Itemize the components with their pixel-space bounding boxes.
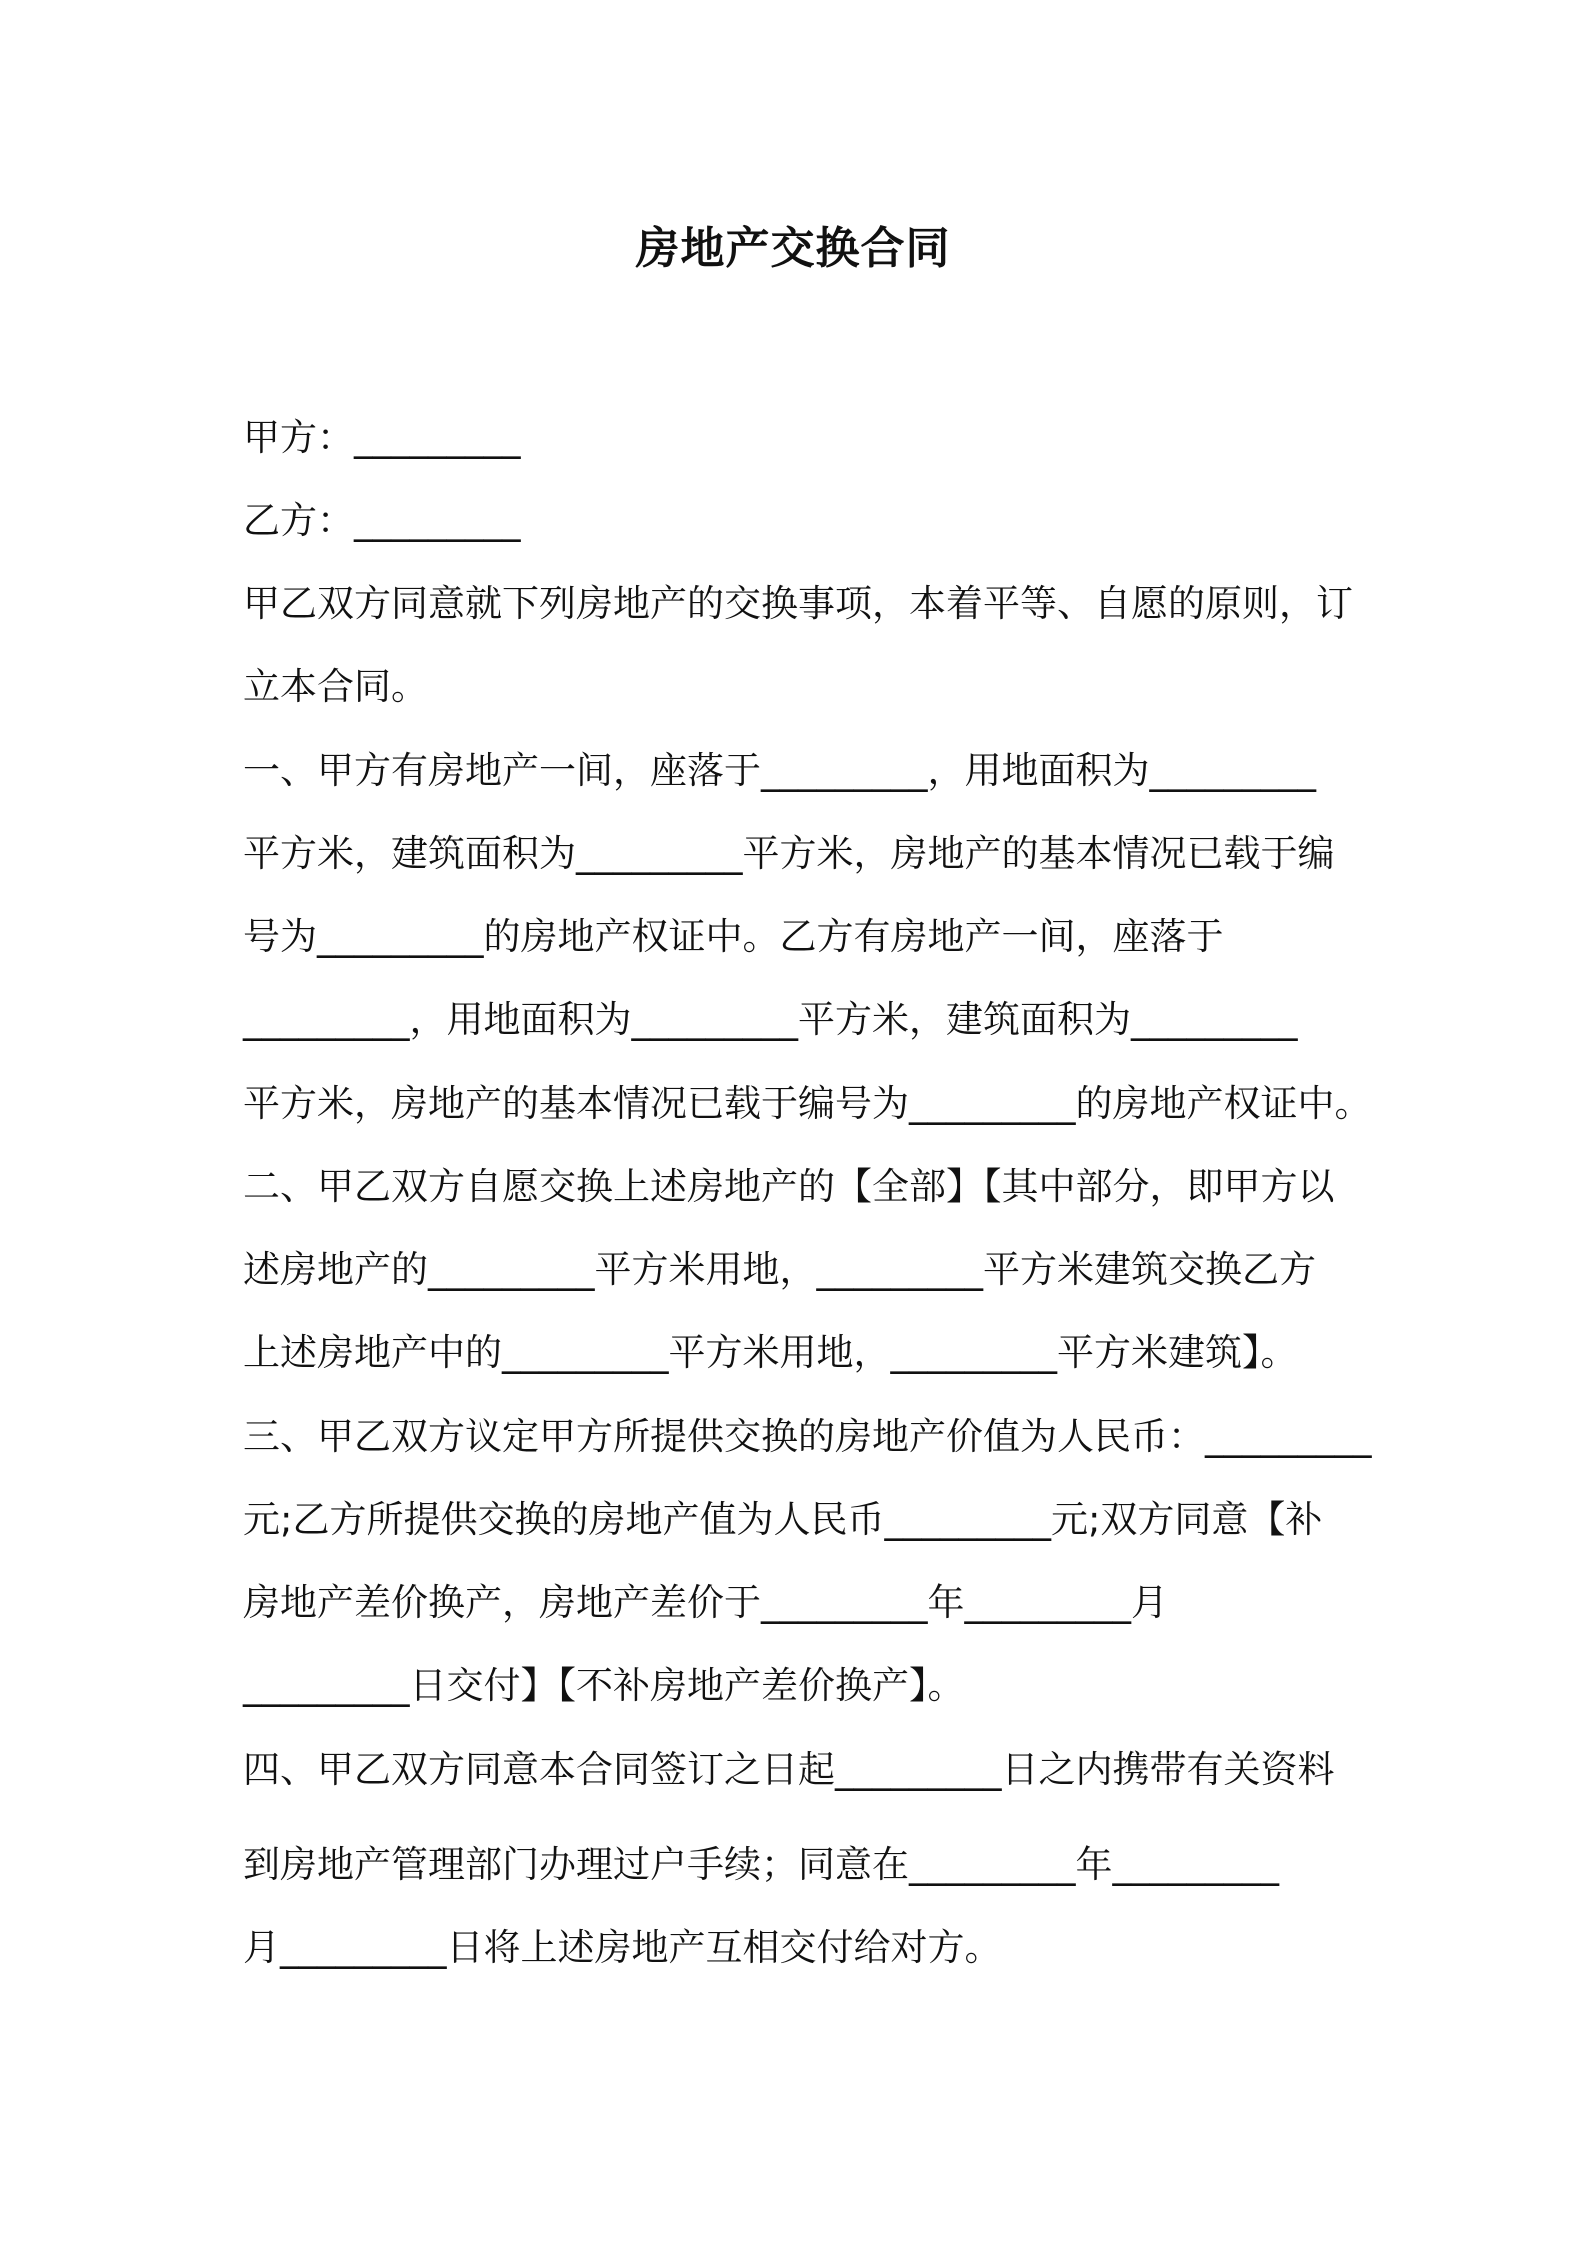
clause-2-line-3: 上述房地产中的_________平方米用地，_________平方米建筑】。 [243,1331,1298,1374]
clause-2-line-1: 二、甲乙双方自愿交换上述房地产的【全部】【其中部分，即甲方以 [243,1165,1335,1208]
intro-line-2: 立本合同。 [243,665,428,708]
clause-3-line-3: 房地产差价换产，房地产差价于_________年_________月 [243,1581,1168,1624]
clause-4-line-1: 四、甲乙双方同意本合同签订之日起_________日之内携带有关资料 [243,1748,1335,1791]
intro-line-1: 甲乙双方同意就下列房地产的交换事项，本着平等、自愿的原则，订 [243,582,1353,625]
clause-1-line-2: 平方米，建筑面积为_________平方米，房地产的基本情况已载于编 [243,832,1335,875]
clause-4-line-3: 月_________日将上述房地产互相交付给对方。 [243,1926,1002,1969]
clause-2-line-2: 述房地产的_________平方米用地，_________平方米建筑交换乙方 [243,1248,1316,1291]
clause-3-line-2: 元;乙方所提供交换的房地产值为人民币_________元;双方同意【补 [243,1498,1323,1541]
clause-1-line-5: 平方米，房地产的基本情况已载于编号为_________的房地产权证中。 [243,1082,1372,1125]
document-title: 房地产交换合同 [635,223,951,274]
clause-1-line-4: _________，用地面积为_________平方米，建筑面积为_________ [243,998,1298,1041]
party-a-line: 甲方：_________ [243,416,521,459]
clause-1-line-1: 一、甲方有房地产一间，座落于_________，用地面积为_________ [243,749,1316,792]
clause-4-line-2: 到房地产管理部门办理过户手续；同意在_________年_________ [243,1843,1279,1886]
clause-3-line-1: 三、甲乙双方议定甲方所提供交换的房地产价值为人民币：_________ [243,1415,1372,1458]
clause-3-line-4: _________日交付】【不补房地产差价换产】。 [243,1664,965,1707]
party-b-line: 乙方：_________ [243,499,521,542]
clause-1-line-3: 号为_________的房地产权证中。乙方有房地产一间，座落于 [243,915,1224,958]
